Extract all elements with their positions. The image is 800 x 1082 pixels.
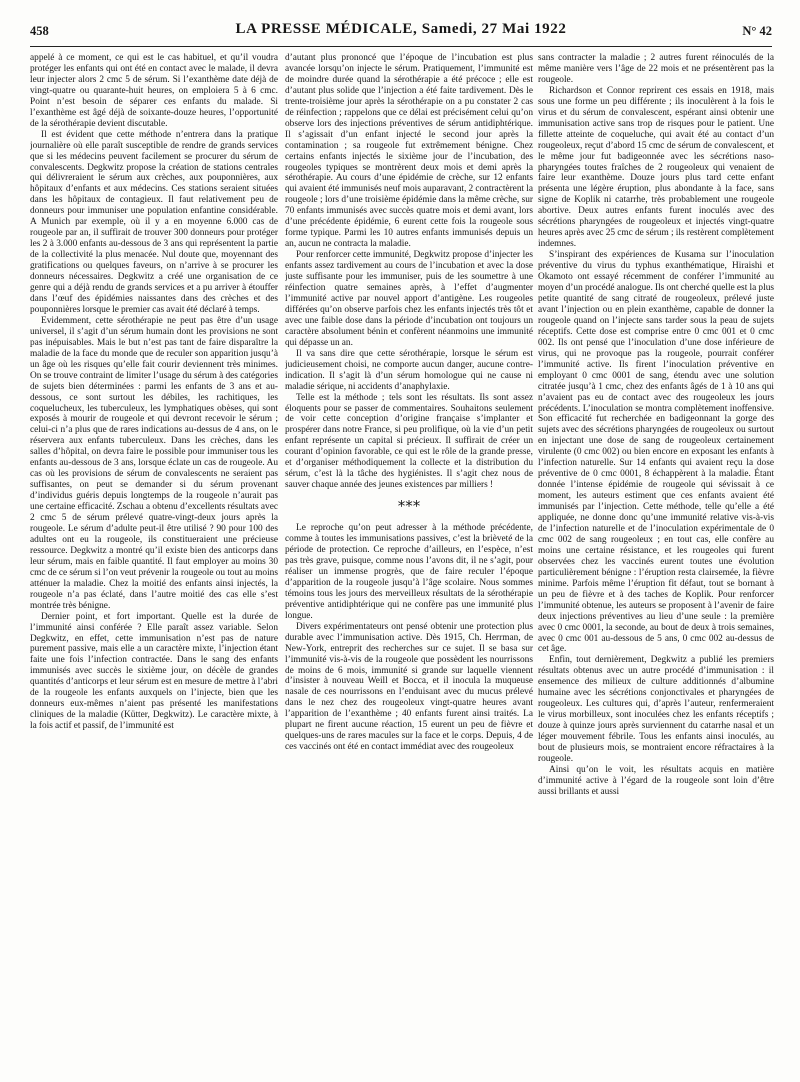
- paragraph: Divers expérimentateurs ont pensé obtenir une protection plus durable avec l’immunisation active. Dès 1915, Ch. Herrman, de New-York, entreprit des recherches sur ce sujet. Il se basa sur l’immunité vis-à-vis de la rougeole que possèdent les nourrissons de moins de 6 mois, immunité si grande sur laquelle viennent d’insister à nouveau Weill et Bocca, et il inocula la muqueuse nasale de ces nourrissons en l’enduisant avec du mucus prélevé dans le nez chez des rougeoleux vingt-quatre heures avant l’apparition de l’exanthème ; 40 enfants furent ainsi traités. La plupart ne firent aucune réaction, 15 eurent un peu de fièvre et quelques-uns de rares macules sur la face et le corps. Depuis, 4 de ces vaccinés ont été en contact immédiat avec des rougeoleux: [285, 621, 533, 753]
- running-header: [30, 20, 772, 44]
- paragraph: d’autant plus prononcé que l’époque de l’incubation est plus avancée lorsqu’on injecte le sérum. Pratiquement, l’immunité est de moindre durée quand la sérothérapie a été précoce ; elle est d’autant plus solide que l’injection a été faite tardivement. Dès le trente-troisième jour après la sérothérapie on a pu constater 2 cas de réinfection ; rappelons que ce délai est précisément celui qu’on observe lors des injections préventives de sérum antidiphtérique. Il s’agissait d’un enfant injecté le second jour après la contamination ; sa rougeole fut extrêmement bénigne. Chez certains enfants injectés le sixième jour de l’incubation, des rougeoles typiques se montrèrent deux mois et demi après la sérothérapie. Au cours d’une épidémie de crèche, sur 12 enfants qui avaient été immunisés neuf mois auparavant, 2 contractèrent la rougeole ; lors d’une troisième épidémie dans la même crèche, sur 70 enfants immunisés avec succès quatre mois et demi avant, lors d’une précédente épidémie, 6 eurent cette fois la rougeole sous forme typique. Parmi les 10 autres enfants immunisés depuis un an, aucun ne contracta la maladie.: [285, 53, 533, 250]
- paragraph: S’inspirant des expériences de Kusama sur l’inoculation préventive du virus du typhus exanthématique, Hiraishi et Okamoto ont essayé récemment de conférer l’immunité au moyen d’un procédé analogue. Ils ont cherché quelle est la plus petite quantité de sang citraté de rougeoleux, prélevé juste avant l’injection ou en plein exanthème, capable de donner la rougeole quand on l’injecte sans tarder sous la peau de sujets réceptifs. Cette dose est comprise entre 0 cmc 001 et 0 cmc 002. Ils ont pensé que l’inoculation d’une dose inférieure de virus, qui ne provoque pas la rougeole, pourrait conférer l’immunité active. Ils firent l’inoculation préventive en employant 0 cmc 0001 de sang, étendu avec une solution citratée jusqu’à 1 cmc, chez des enfants âgés de 1 à 10 ans qui n’avaient pas eu de contact avec des rougeoleux les jours précédents. L’inoculation se montra complètement inoffensive. Son efficacité fut recherchée en badigeonnant la gorge des sujets avec des sécrétions pharyngées de rougeoleux ou surtout en injectant une dose de sang de rougeoleux certainement virulente (0 cmc 002) ou bien encore en exposant les enfants à l’infection naturelle. Sur 14 enfants qui avaient reçu la dose préventive de 0 cmc 0001, 8 échappèrent à la maladie. Étant donnée l’intense épidémie de rougeole qui sévissait à ce moment, les auteurs estiment que ces enfants avaient été immunisés par l’injection. Cette méthode, telle qu’elle a été appliquée, ne donne donc qu’une immunité relative vis-à-vis de l’infection naturelle et de l’inoculation expérimentale de 0 cmc 002 de sang rougeoleux ; en tout cas, elle confère au moins une certaine résistance, et les rougeoles qui furent observées chez les vaccinés eurent toutes une évolution particulièrement bénigne : l’éruption resta clairsemée, la fièvre minime. Parfois même l’éruption fit défaut, tout se bornant à un peu de fièvre et à des taches de Koplik. Pour renforcer l’immunité obtenue, les auteurs se proposent à l’avenir de faire deux injections préventives au lieu d’une seule : la première avec 0 cmc 0001, la seconde, au bout de deux à trois semaines, avec 0 cmc 001 au-dessous de 5 ans, 0 cmc 002 au-dessus de cet âge.: [538, 250, 774, 655]
- paragraph: Evidemment, cette sérothérapie ne peut pas être d’un usage universel, il s’agit d’un sérum humain dont les provisions ne sont pas inépuisables. Mais le but n’est pas tant de faire disparaître la maladie de la face du monde que de reculer son apparition jusqu’à un âge où les risques qu’elle fait courir deviennent très minimes. On se trouve contraint de limiter l’usage du sérum à des catégories de sujets bien déterminées : parmi les enfants de 3 ans et au-dessous, ce sont surtout les débiles, les rachitiques, les coquelucheux, les tuberculeux, les lymphatiques obèses, qui sont exposés à mourir de rougeole et qui devront recevoir le sérum ; celui-ci n’a plus que de rares indications au-dessus de 4 ans, on le réservera aux enfants tuberculeux. Dans les crèches, dans les salles d’hôpital, on devra faire le possible pour immuniser tous les enfants au-dessous de 3 ans, lorsque éclate un cas de rougeole. Au cas où les provisions de sérum de convalescents ne seraient pas suffisantes, on peut se demander si du sérum provenant d’individus guéris depuis longtemps de la rougeole n’aurait pas une certaine efficacité. Zschau a obtenu d’excellents résultats avec 2 cmc 5 de sérum prélevé quatre-vingt-deux jours après la rougeole. Le sérum d’adulte peut-il être utilisé ? 90 pour 100 des adultes ont eu la rougeole, ils constitueraient une précieuse ressource. Degkwitz a montré qu’il existe bien des anticorps dans leur sérum, mais en faible quantité. Il faut employer au moins 30 cmc de ce sérum si l’on veut prévenir la rougeole ou tout au moins atténuer la maladie. Chez la moitié des enfants ainsi injectés, la rougeole n’a pas éclaté, dans l’autre moitié des cas elle s’est montrée très bénigne.: [30, 315, 278, 611]
- paragraph: Richardson et Connor reprirent ces essais en 1918, mais sous une forme un peu différente ; ils inoculèrent à la fois le virus et du sérum de convalescent, espérant ainsi obtenir une immunisation active sans trop de risques pour le patient. Une fillette atteinte de coqueluche, qui avait été au contact d’un rougeoleux, reçut d’abord 15 cmc de sérum de convalescent, et le même jour fut badigeonnée avec les sécrétions naso-pharyngées toutes fraîches de 2 rougeoleux qui venaient de faire leur exanthème. Douze jours plus tard cette enfant présenta une légère éruption, plus abondante à la face, sans signe de Koplik ni catarrhe, très probablement une rougeole abortive. Deux autres enfants furent inoculés avec des sécrétions pharyngées de rougeoleux et injectés vingt-quatre heures après avec 25 cmc de sérum ; ils restèrent complètement indemnes.: [538, 85, 774, 250]
- paragraph: Le reproche qu’on peut adresser à la méthode précédente, comme à toutes les immunisations passives, c’est la brièveté de la période de protection. Ce reproche d’ailleurs, en l’espèce, n’est pas très grave, puisque, comme nous l’avons dit, il ne s’agit, pour réaliser un immense progrès, que de faire reculer l’époque d’apparition de la rougeole jusqu’à l’âge scolaire. Nous sommes témoins tous les jours des merveilleux résultats de la sérothérapie préventive antidiphtérique qui ne confère pas une immunité plus longue.: [285, 523, 533, 621]
- paragraph: Il est évident que cette méthode n’entrera dans la pratique journalière où elle paraît susceptible de rendre de grands services que si les médecins peuvent facilement se procurer du sérum de convalescents. Degkwitz propose la création de stations centrales qui délivreraient le sérum aux crèches, aux pouponnières, aux hôpitaux d’enfants et aux médecins. Ces stations seraient situées dans les hôpitaux de contagieux. Il faut relativement peu de donneurs pour immuniser une population enfantine considérable. A Munich par exemple, où il y a en moyenne 6.000 cas de rougeole par an, il suffirait de trouver 300 donneurs pour protéger les 2 à 3.000 enfants au-dessous de 3 ans qui représentent la partie de la collectivité la plus menacée. Nul doute que, moyennant des gratifications ou quelques faveurs, on n’arrive à se procurer les donneurs nécessaires. Degkwitz a créé une organisation de ce genre qui a déjà rendu de grands services et a pu arriver à étouffer dans l’œuf des épidémies naissantes dans des crèches et des pouponnières lorsque le premier cas avait été déclaré à temps.: [30, 129, 278, 315]
- text-column-1: [30, 53, 278, 1075]
- paragraph: Dernier point, et fort important. Quelle est la durée de l’immunité ainsi conférée ? Elle paraît assez variable. Selon Degkwitz, en effet, cette immunisation n’est pas de nature purement passive, mais elle a un caractère mixte, l’injection étant faite une fois l’infection contractée. Dans le sang des enfants immunisés avec succès le sixième jour, on décèle de grandes quantités d’anticorps et leur sérum est en mesure de mettre à l’abri de la rougeole les enfants auxquels on l’injecte, bien que les donneurs eux-mêmes n’aient pas présenté les manifestations cliniques de la maladie (Kütter, Degkwitz). Le caractère mixte, à la fois actif et passif, de l’immunité est: [30, 611, 278, 732]
- paragraph: Telle est la méthode ; tels sont les résultats. Ils sont assez éloquents pour se passer de commentaires. Souhaitons seulement de voir cette conception d’origine française s’implanter et prospérer dans notre France, si peu prolifique, où la vie d’un petit enfant représente un capital si précieux. Il suffirait de créer un courant d’opinion favorable, ce qui est le rôle de la grande presse, et d’organiser méthodiquement la collecte et la distribution du sérum, c’est là la tâche des hygiénistes. Il s’agit chez nous de sauver chaque année des jeunes existences par milliers !: [285, 392, 533, 491]
- section-separator: ***: [397, 497, 421, 516]
- paragraph: appelé à ce moment, ce qui est le cas habituel, et qu’il voudra protéger les enfants qui ont été en contact avec le malade, il devra leur injecter alors 2 cmc 5 de sérum. Si l’exanthème date déjà de vingt-quatre ou quarante-huit heures, on emploiera 5 à 6 cmc. Point n’est besoin de séparer ces enfants du malade. Si l’exanthème est âgé déjà de soixante-douze heures, l’opportunité de la sérothérapie devient discutable.: [30, 53, 278, 129]
- paragraph: Enfin, tout dernièrement, Degkwitz a publié les premiers résultats obtenus avec un autre procédé d’immunisation : il ensemence des milieux de culture additionnés d’albumine humaine avec les sécrétions conjonctivales et pharyngées de rougeoleux. Les cultures qui, d’après l’auteur, renfermeraient le virus morbilleux, sont inoculées chez les enfants réceptifs ; douze à quinze jours après surviennent du catarrhe nasal et un léger mouvement fébrile. Tous les enfants ainsi inoculés, au bout de plusieurs mois, se montraient encore réfractaires à la rougeole.: [538, 655, 774, 764]
- issue-number: N° 42: [742, 24, 772, 38]
- paragraph: sans contracter la maladie ; 2 autres furent réinoculés de la même manière vers l’âge de 22 mois et ne présentèrent pas la rougeole.: [538, 53, 774, 85]
- paragraph: Il va sans dire que cette sérothérapie, lorsque le sérum est judicieusement choisi, ne comporte aucun danger, aucune contre-indication. Il s’agit là d’un sérum homologue qui ne cause ni maladie sérique, ni accidents d’anaphylaxie.: [285, 348, 533, 392]
- page-number: 458: [30, 24, 49, 38]
- text-column-2: [285, 53, 533, 1075]
- header-rule: [30, 46, 772, 47]
- journal-title: LA PRESSE MÉDICALE, Samedi, 27 Mai 1922: [235, 21, 567, 37]
- text-column-3: [538, 53, 774, 1075]
- paragraph: Ainsi qu’on le voit, les résultats acquis en matière d’immunité active à l’égard de la rougeole sont loin d’être aussi brillants et aussi: [538, 764, 774, 797]
- paragraph: Pour renforcer cette immunité, Degkwitz propose d’injecter les enfants assez tardivement au cours de l’incubation et avec la dose juste suffisante pour les immuniser, puis de les soumettre à une réinfection quatre semaines après, à l’effet d’augmenter l’immunité active par nouvel apport d’antigène. Les rougeoles différées qu’on observe parfois chez les enfants injectés très tôt et avec une faible dose dans la période d’incubation ont toujours un caractère absolument bénin et confèrent néanmoins une immunité qui dépasse un an.: [285, 250, 533, 348]
